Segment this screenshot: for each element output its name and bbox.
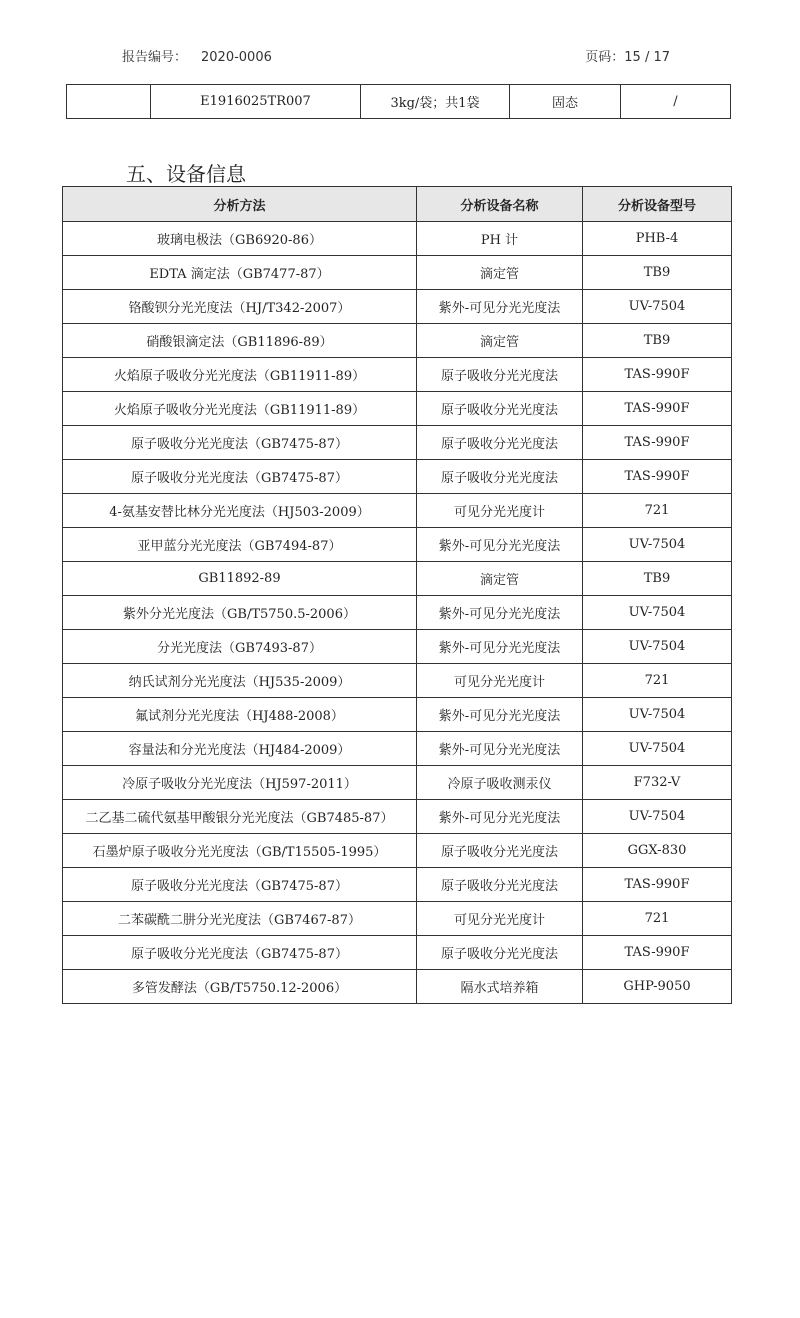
- method-cell: 多管发酵法（GB/T5750.12-2006）: [63, 970, 417, 1004]
- sample-remark-cell: /: [621, 85, 731, 119]
- method-cell: 纳氏试剂分光光度法（HJ535-2009）: [63, 664, 417, 698]
- report-number-value: 2020-0006: [201, 50, 272, 65]
- table-row: [63, 698, 732, 732]
- method-cell: 原子吸收分光光度法（GB7475-87）: [63, 936, 417, 970]
- device-cell: 紫外-可见分光光度法: [417, 596, 583, 630]
- model-cell: UV-7504: [583, 528, 732, 562]
- report-number: [122, 46, 272, 65]
- model-cell: TB9: [583, 562, 732, 596]
- sample-cell-blank: [67, 85, 151, 119]
- table-row: [63, 630, 732, 664]
- method-cell: 火焰原子吸收分光光度法（GB11911-89）: [63, 358, 417, 392]
- table-row: [63, 426, 732, 460]
- table-row: [63, 222, 732, 256]
- method-cell: 铬酸钡分光光度法（HJ/T342-2007）: [63, 290, 417, 324]
- report-number-label: 报告编号：: [122, 50, 188, 65]
- header-method: 分析方法: [63, 187, 417, 222]
- device-cell: 紫外-可见分光光度法: [417, 290, 583, 324]
- page-value: 15 / 17: [624, 50, 670, 65]
- header-device-name: 分析设备名称: [417, 187, 583, 222]
- table-row: [63, 528, 732, 562]
- device-cell: 紫外-可见分光光度法: [417, 732, 583, 766]
- device-cell: 原子吸收分光光度法: [417, 358, 583, 392]
- model-cell: TB9: [583, 256, 732, 290]
- sample-id-cell: E1916025TR007: [151, 85, 361, 119]
- model-cell: TAS-990F: [583, 868, 732, 902]
- table-row: [63, 766, 732, 800]
- device-cell: 滴定管: [417, 324, 583, 358]
- model-cell: 721: [583, 664, 732, 698]
- device-cell: 原子吸收分光光度法: [417, 392, 583, 426]
- method-cell: 原子吸收分光光度法（GB7475-87）: [63, 460, 417, 494]
- model-cell: 721: [583, 902, 732, 936]
- page-label: 页码：: [585, 50, 625, 65]
- table-row: [63, 256, 732, 290]
- device-cell: 紫外-可见分光光度法: [417, 630, 583, 664]
- page-header: [122, 46, 670, 68]
- table-row: [63, 868, 732, 902]
- device-cell: 隔水式培养箱: [417, 970, 583, 1004]
- model-cell: TB9: [583, 324, 732, 358]
- sample-row: [67, 85, 731, 119]
- device-cell: 原子吸收分光光度法: [417, 868, 583, 902]
- model-cell: TAS-990F: [583, 358, 732, 392]
- device-cell: 原子吸收分光光度法: [417, 936, 583, 970]
- header-device-model: 分析设备型号: [583, 187, 732, 222]
- model-cell: TAS-990F: [583, 426, 732, 460]
- model-cell: GGX-830: [583, 834, 732, 868]
- model-cell: UV-7504: [583, 596, 732, 630]
- device-cell: 原子吸收分光光度法: [417, 426, 583, 460]
- model-cell: TAS-990F: [583, 936, 732, 970]
- sample-table: [66, 84, 731, 119]
- method-cell: 硝酸银滴定法（GB11896-89）: [63, 324, 417, 358]
- method-cell: 亚甲蓝分光光度法（GB7494-87）: [63, 528, 417, 562]
- device-cell: 滴定管: [417, 256, 583, 290]
- model-cell: 721: [583, 494, 732, 528]
- device-cell: 原子吸收分光光度法: [417, 460, 583, 494]
- device-cell: 紫外-可见分光光度法: [417, 800, 583, 834]
- table-row: [63, 732, 732, 766]
- method-cell: 冷原子吸收分光光度法（HJ597-2011）: [63, 766, 417, 800]
- method-cell: 二苯碳酰二肼分光光度法（GB7467-87）: [63, 902, 417, 936]
- device-cell: 原子吸收分光光度法: [417, 834, 583, 868]
- table-row: [63, 562, 732, 596]
- table-row: [63, 902, 732, 936]
- table-row: [63, 834, 732, 868]
- device-cell: 滴定管: [417, 562, 583, 596]
- table-row: [63, 970, 732, 1004]
- device-cell: 可见分光光度计: [417, 902, 583, 936]
- table-row: [63, 358, 732, 392]
- device-cell: 紫外-可见分光光度法: [417, 698, 583, 732]
- method-cell: EDTA 滴定法（GB7477-87）: [63, 256, 417, 290]
- method-cell: 火焰原子吸收分光光度法（GB11911-89）: [63, 392, 417, 426]
- equipment-table-header: [63, 187, 732, 222]
- section-title: 五、设备信息: [126, 162, 246, 186]
- device-cell: PH 计: [417, 222, 583, 256]
- table-row: [63, 664, 732, 698]
- table-row: [63, 800, 732, 834]
- method-cell: 氟试剂分光光度法（HJ488-2008）: [63, 698, 417, 732]
- method-cell: 石墨炉原子吸收分光光度法（GB/T15505-1995）: [63, 834, 417, 868]
- equipment-table: [62, 186, 732, 1004]
- table-row: [63, 936, 732, 970]
- method-cell: 紫外分光光度法（GB/T5750.5-2006）: [63, 596, 417, 630]
- model-cell: UV-7504: [583, 732, 732, 766]
- table-row: [63, 290, 732, 324]
- table-row: [63, 460, 732, 494]
- table-row: [63, 494, 732, 528]
- device-cell: 可见分光光度计: [417, 664, 583, 698]
- device-cell: 可见分光光度计: [417, 494, 583, 528]
- device-cell: 紫外-可见分光光度法: [417, 528, 583, 562]
- model-cell: UV-7504: [583, 698, 732, 732]
- sample-state-cell: 固态: [510, 85, 621, 119]
- model-cell: GHP-9050: [583, 970, 732, 1004]
- sample-quantity-cell: 3kg/袋；共1袋: [361, 85, 510, 119]
- table-row: [63, 596, 732, 630]
- model-cell: F732-V: [583, 766, 732, 800]
- method-cell: GB11892-89: [63, 562, 417, 596]
- method-cell: 原子吸收分光光度法（GB7475-87）: [63, 868, 417, 902]
- model-cell: UV-7504: [583, 290, 732, 324]
- method-cell: 玻璃电极法（GB6920-86）: [63, 222, 417, 256]
- table-row: [63, 324, 732, 358]
- method-cell: 分光光度法（GB7493-87）: [63, 630, 417, 664]
- method-cell: 4-氨基安替比林分光光度法（HJ503-2009）: [63, 494, 417, 528]
- model-cell: UV-7504: [583, 800, 732, 834]
- model-cell: UV-7504: [583, 630, 732, 664]
- model-cell: PHB-4: [583, 222, 732, 256]
- method-cell: 二乙基二硫代氨基甲酸银分光光度法（GB7485-87）: [63, 800, 417, 834]
- device-cell: 冷原子吸收测汞仪: [417, 766, 583, 800]
- model-cell: TAS-990F: [583, 392, 732, 426]
- page-indicator: [585, 46, 670, 65]
- method-cell: 容量法和分光光度法（HJ484-2009）: [63, 732, 417, 766]
- table-row: [63, 392, 732, 426]
- model-cell: TAS-990F: [583, 460, 732, 494]
- method-cell: 原子吸收分光光度法（GB7475-87）: [63, 426, 417, 460]
